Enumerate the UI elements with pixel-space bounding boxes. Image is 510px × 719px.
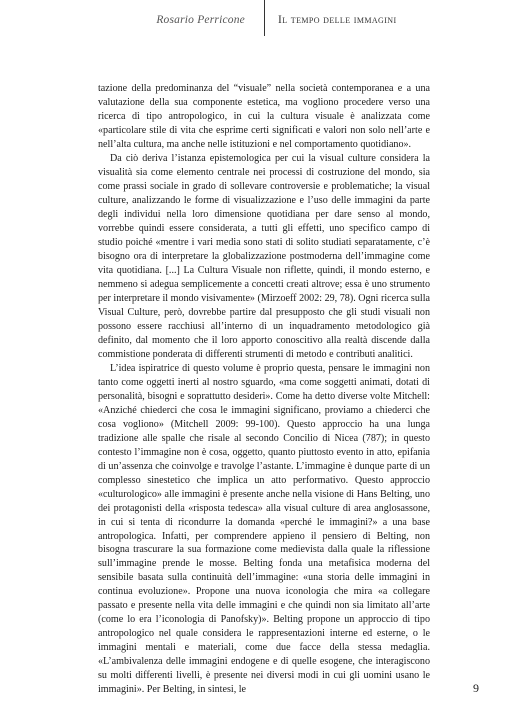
- paragraph-1: tazione della predominanza del “visuale” nella società contemporanea e a una valutazione della sua componente estetica, ma vogliono procedere verso una ricerca di tipo antropologico, in cui la cultura visuale è analizzata come «particolare stile di vita che esprime certi significati e valori non solo nell’arte e nell’alta cultura, ma anche nelle istituzioni e nel comportamento quotidiano».: [98, 83, 430, 150]
- header-running-title: Il tempo delle immagini: [278, 14, 397, 26]
- paragraph-3: L’idea ispiratrice di questo volume è proprio questa, pensare le immagini non tanto come oggetti inerti al nostro sguardo, «ma come soggetti animati, dotati di personalità, bisogni e soprattutto desideri». Come ha detto diverse volte Mitchell: «Anziché chiederci che cosa le immagini significano, proviamo a chiederci che cosa vogliono» (Mitchell 2009: 99-100). Questo approccio ha una lunga tradizione alle spalle che risale al secondo Concilio di Nicea (787); in questo contesto l’immagine non è cosa, oggetto, quanto piuttosto evento in atto, epifania di un’assenza che coinvolge e travolge l’astante. L’immagine è dunque parte di un complesso sinestetico che implica un atto performativo. Questo approccio «culturologico» alle immagini è presente anche nella visione di Hans Belting, uno dei protagonisti della «risposta tedesca» alla visual culture di area anglosassone, in cui si tenta di ricondurre la domanda «perché le immagini?» a una base antropologica. Infatti, per comprendere appieno il pensiero di Belting, non bisogna trascurare la sua formazione come medievista dalla quale la riflessione sull’immagine prende le mosse. Belting fonda una metafisica moderna del sensibile basata sulla continuità dell’immagine: «una storia delle immagini in continua evoluzione». Propone una nuova iconologia che mira «a collegare passato e presente nella vita delle immagini e che quindi non sia limitato all’arte (come lo era l’iconologia di Panofsky)». Belting propone un approccio di tipo antropologico nel quale considera le rappresentazioni interne ed esterne, o le immagini mentali e materiali, come due facce della stessa medaglia. «L’ambivalenza delle immagini endogene e di quelle esogene, che interagiscono su molti differenti livelli, è presente nei diversi modi in cui gli uomini usano le immagini». Per Belting, in sintesi, le: [98, 362, 430, 696]
- header-author: Rosario Perricone: [156, 14, 245, 26]
- header-divider: [264, 0, 265, 36]
- paragraph-2: Da ciò deriva l’istanza epistemologica per cui la visual culture considera la visualità sia come elemento centrale nei processi di costruzione del mondo, sia come prassi sociale in grado di sollevare controversie e problematiche; la visual culture, analizzando le forme di visualizzazione e l’uso delle immagini da parte degli individui nella loro dimensione quotidiana per dare senso al mondo, vorrebbe quindi essere considerata, a tutti gli effetti, uno specifico campo di studio poiché «mentre i vari media sono stati di solito studiati separatamente, c’è bisogno ora di interpretare la globalizzazione postmoderna dell’immagine come vita quotidiana. [...] La Cultura Visuale non riflette, quindi, il mondo esterno, e nemmeno si adegua semplicemente a concetti creati altrove; essa è uno strumento per interpretare il mondo visivamente» (Mirzoeff 2002: 29, 78). Ogni ricerca sulla Visual Culture, però, dovrebbe partire dal presupposto che gli studi visuali non possono essere racchiusi all’interno di un inquadramento metodologico già definito, dal momento che il loro apporto conoscitivo alla realtà discende dalla commistione ponderata di differenti strumenti di metodo e contributi analitici.: [98, 152, 430, 360]
- body-text: [98, 82, 430, 697]
- running-header: [0, 0, 510, 70]
- page-number: 9: [473, 681, 479, 695]
